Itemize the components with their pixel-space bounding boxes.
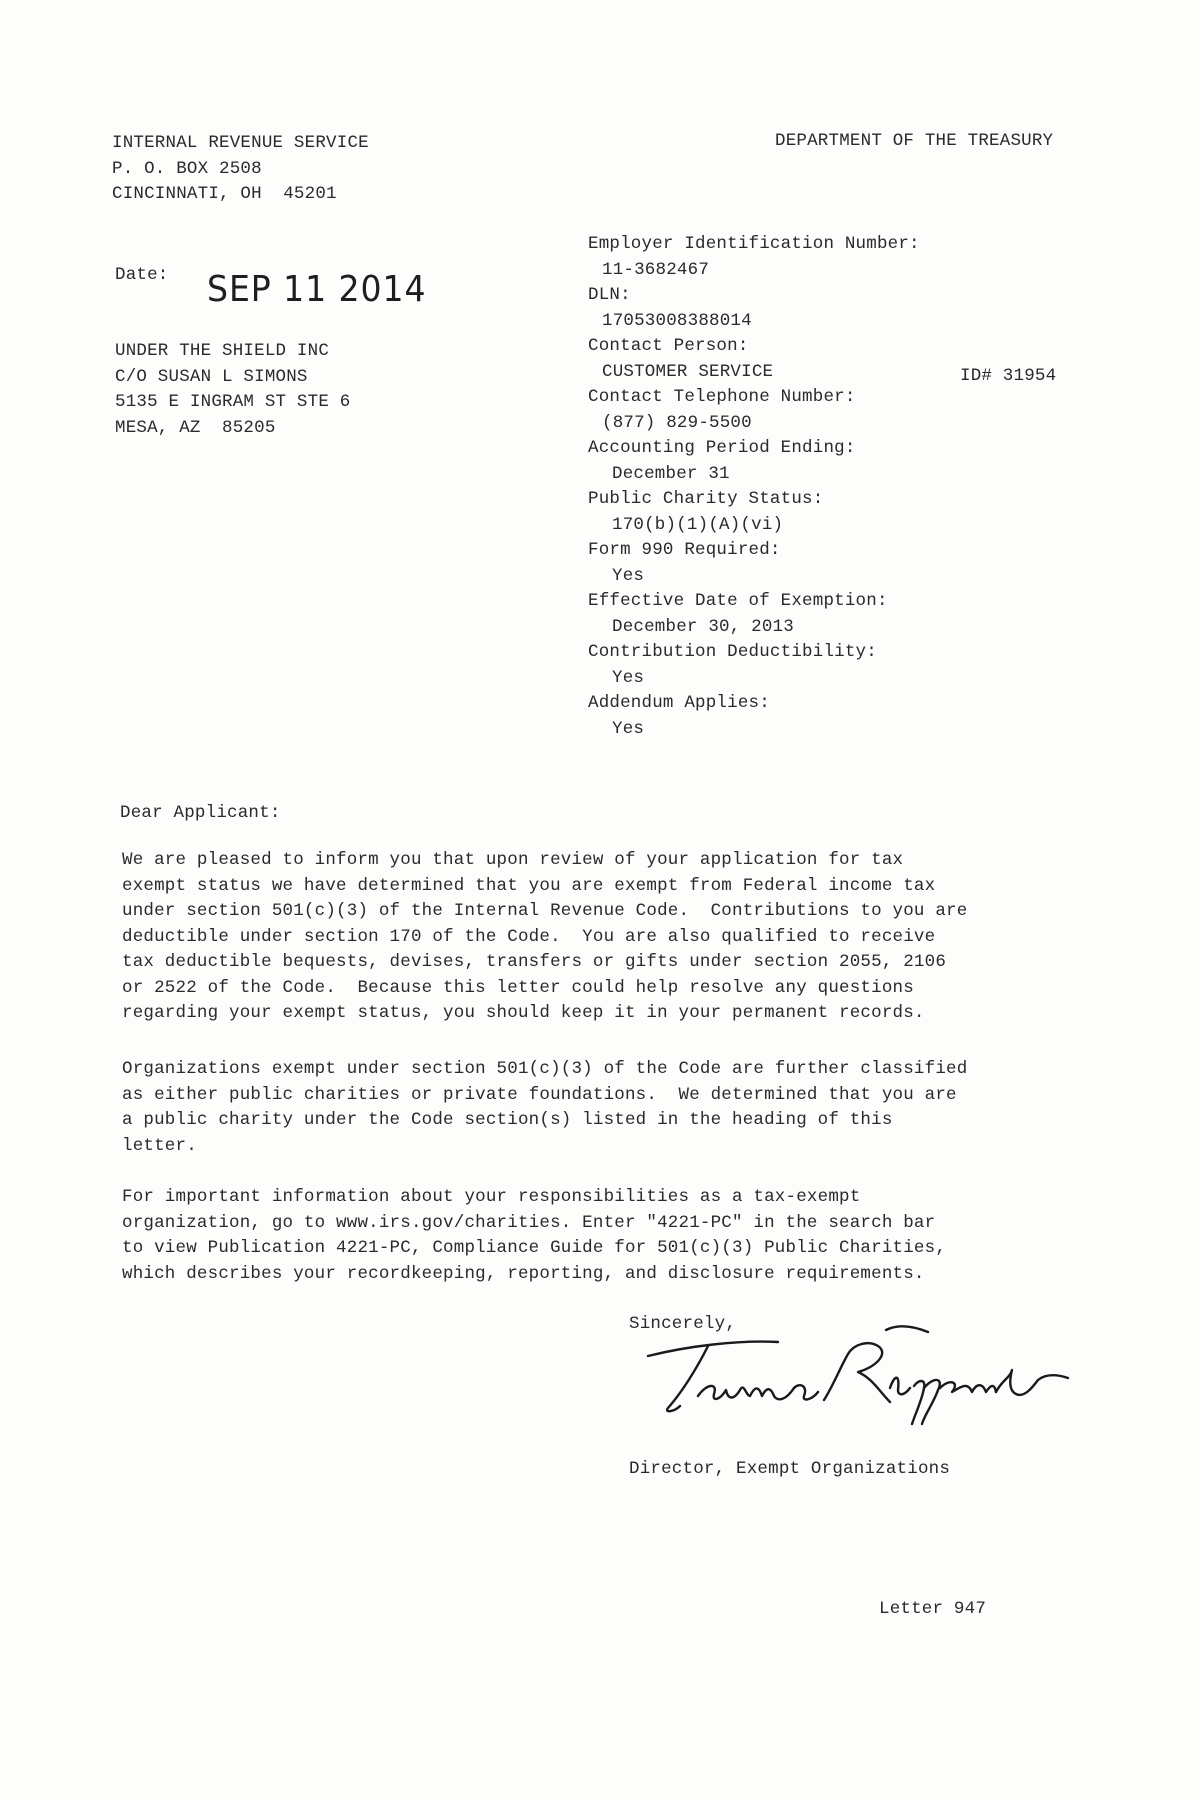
recipient-address	[115, 339, 350, 441]
ein-label: Employer Identification Number:	[588, 234, 920, 254]
dln-value: 17053008388014	[602, 310, 752, 331]
body-paragraph	[122, 1057, 1122, 1159]
letter-info-block	[588, 232, 920, 742]
form990-value: Yes	[612, 565, 645, 586]
paragraph-line: deductible under section 170 of the Code. You are also qualified to receive	[122, 926, 936, 947]
period-value: December 31	[612, 463, 730, 484]
paragraph-line: as either public charities or private foundations. We determined that you are	[122, 1084, 957, 1105]
department-heading: DEPARTMENT OF THE TREASURY	[775, 131, 1054, 151]
paragraph-line: We are pleased to inform you that upon review of your application for tax	[122, 850, 904, 870]
sender-line: INTERNAL REVENUE SERVICE	[112, 133, 369, 153]
paragraph-line: For important information about your responsibilities as a tax-exempt	[122, 1187, 861, 1207]
exemption-date-label: Effective Date of Exemption:	[588, 591, 888, 611]
paragraph-line: tax deductible bequests, devises, transfers or gifts under section 2055, 2106	[122, 952, 947, 972]
phone-label: Contact Telephone Number:	[588, 387, 856, 407]
sender-address	[112, 131, 369, 208]
paragraph-line: exempt status we have determined that you are exempt from Federal income tax	[122, 875, 936, 896]
paragraph-line: letter.	[122, 1135, 197, 1156]
paragraph-line: organization, go to www.irs.gov/charities. Enter "4221-PC" in the search bar	[122, 1212, 936, 1233]
form990-label: Form 990 Required:	[588, 540, 781, 560]
paragraph-line: a public charity under the Code section(s) listed in the heading of this	[122, 1110, 893, 1130]
exemption-date-value: December 30, 2013	[612, 616, 794, 637]
period-label: Accounting Period Ending:	[588, 438, 856, 458]
date-label: Date:	[115, 265, 169, 285]
charity-status-value: 170(b)(1)(A)(vi)	[612, 514, 784, 535]
addendum-label: Addendum Applies:	[588, 693, 770, 713]
paragraph-line: Organizations exempt under section 501(c)(3) of the Code are further classified	[122, 1059, 968, 1079]
dln-label: DLN:	[588, 285, 631, 305]
recipient-line: 5135 E INGRAM ST STE 6	[115, 392, 351, 412]
sender-line: CINCINNATI, OH 45201	[112, 184, 337, 204]
deductibility-label: Contribution Deductibility:	[588, 642, 877, 662]
charity-status-label: Public Charity Status:	[588, 489, 824, 509]
paragraph-line: or 2522 of the Code. Because this letter could help resolve any questions	[122, 977, 914, 998]
closing: Sincerely,	[629, 1314, 737, 1334]
salutation: Dear Applicant:	[120, 803, 281, 823]
contact-label: Contact Person:	[588, 336, 749, 356]
sender-line: P. O. BOX 2508	[112, 158, 262, 179]
recipient-line: UNDER THE SHIELD INC	[115, 341, 330, 361]
paragraph-line: to view Publication 4221-PC, Compliance Guide for 501(c)(3) Public Charities,	[122, 1238, 947, 1258]
signature-image	[628, 1316, 1088, 1426]
paragraph-line: which describes your recordkeeping, reporting, and disclosure requirements.	[122, 1263, 925, 1284]
recipient-line: MESA, AZ 85205	[115, 417, 276, 438]
addendum-value: Yes	[612, 718, 645, 739]
deductibility-value: Yes	[612, 667, 645, 688]
phone-value: (877) 829-5500	[602, 412, 752, 433]
paragraph-line: regarding your exempt status, you should keep it in your permanent records.	[122, 1003, 925, 1023]
body-paragraph	[122, 1185, 1122, 1287]
contact-id: ID# 31954	[960, 366, 1057, 386]
body-paragraph	[122, 848, 1122, 1027]
paragraph-line: under section 501(c)(3) of the Internal Revenue Code. Contributions to you are	[122, 901, 968, 921]
letter-number: Letter 947	[879, 1599, 987, 1619]
signer-title: Director, Exempt Organizations	[629, 1459, 951, 1479]
ein-value: 11-3682467	[602, 259, 710, 280]
date-stamp: SEP 11 2014	[207, 269, 427, 310]
contact-value: CUSTOMER SERVICE	[602, 361, 774, 382]
recipient-line: C/O SUSAN L SIMONS	[115, 366, 308, 387]
